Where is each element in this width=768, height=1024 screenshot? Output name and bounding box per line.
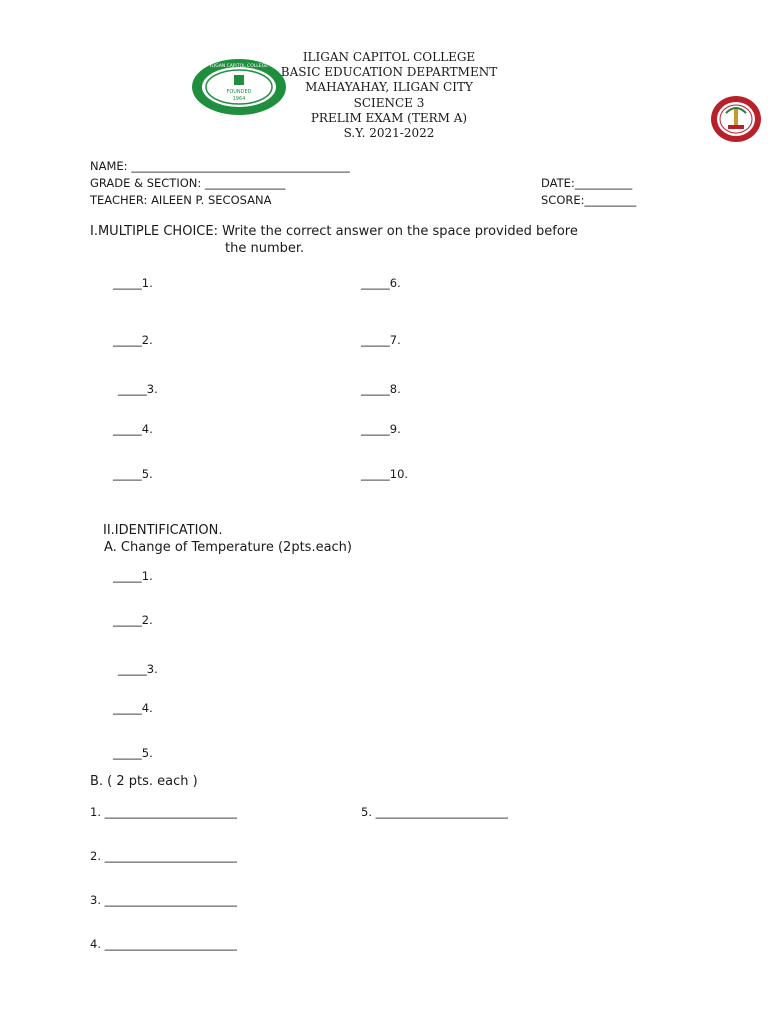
mc-item[interactable]: _____7.	[361, 333, 401, 347]
svg-text:ILIGAN CAPITOL COLLEGE: ILIGAN CAPITOL COLLEGE	[210, 64, 268, 69]
mc-item[interactable]: _____8.	[361, 382, 401, 396]
school-year: S.Y. 2021-2022	[343, 126, 435, 140]
subject-title: SCIENCE 3	[353, 96, 425, 110]
part-b-item[interactable]: 1. _______________________	[90, 805, 237, 819]
identification-item[interactable]: _____3.	[118, 662, 158, 676]
exam-title: PRELIM EXAM (TERM A)	[310, 111, 468, 125]
identification-item[interactable]: _____2.	[113, 613, 153, 627]
mc-item[interactable]: _____6.	[361, 276, 401, 290]
multiple-choice-instruction: I.MULTIPLE CHOICE: Write the correct answer on the space provided before	[90, 224, 578, 239]
department-name: BASIC EDUCATION DEPARTMENT	[280, 65, 498, 79]
identification-item[interactable]: _____1.	[113, 569, 153, 583]
mc-item[interactable]: _____4.	[113, 422, 153, 436]
mc-item[interactable]: _____2.	[113, 333, 153, 347]
mc-item[interactable]: _____5.	[113, 467, 153, 481]
mc-item[interactable]: _____1.	[113, 276, 153, 290]
part-b-item[interactable]: 5. _______________________	[361, 805, 508, 819]
teacher-label: TEACHER: AILEEN P. SECOSANA	[90, 193, 272, 207]
identification-title: II.IDENTIFICATION.	[103, 523, 223, 538]
score-field[interactable]: SCORE:_________	[541, 193, 637, 207]
grade-section-field[interactable]: GRADE & SECTION: ______________	[90, 176, 286, 190]
part-b-item[interactable]: 2. _______________________	[90, 849, 237, 863]
date-field[interactable]: DATE:__________	[541, 176, 633, 190]
identification-item[interactable]: _____4.	[113, 701, 153, 715]
multiple-choice-instruction-cont: the number.	[225, 241, 305, 256]
svg-text:1964: 1964	[232, 96, 246, 102]
part-b-heading: B. ( 2 pts. each )	[90, 774, 198, 789]
svg-text:FOUNDED: FOUNDED	[226, 89, 252, 95]
school-address: MAHAYAHAY, ILIGAN CITY	[305, 80, 473, 94]
part-b-item[interactable]: 3. _______________________	[90, 893, 237, 907]
school-name: ILIGAN CAPITOL COLLEGE	[302, 50, 476, 64]
part-b-item[interactable]: 4. _______________________	[90, 937, 237, 951]
mc-item[interactable]: _____9.	[361, 422, 401, 436]
part-a-heading: A. Change of Temperature (2pts.each)	[104, 540, 352, 555]
mc-item[interactable]: _____3.	[118, 382, 158, 396]
identification-item[interactable]: _____5.	[113, 746, 153, 760]
mc-item[interactable]: _____10.	[361, 467, 409, 481]
name-field[interactable]: NAME: ______________________________________	[90, 159, 350, 173]
